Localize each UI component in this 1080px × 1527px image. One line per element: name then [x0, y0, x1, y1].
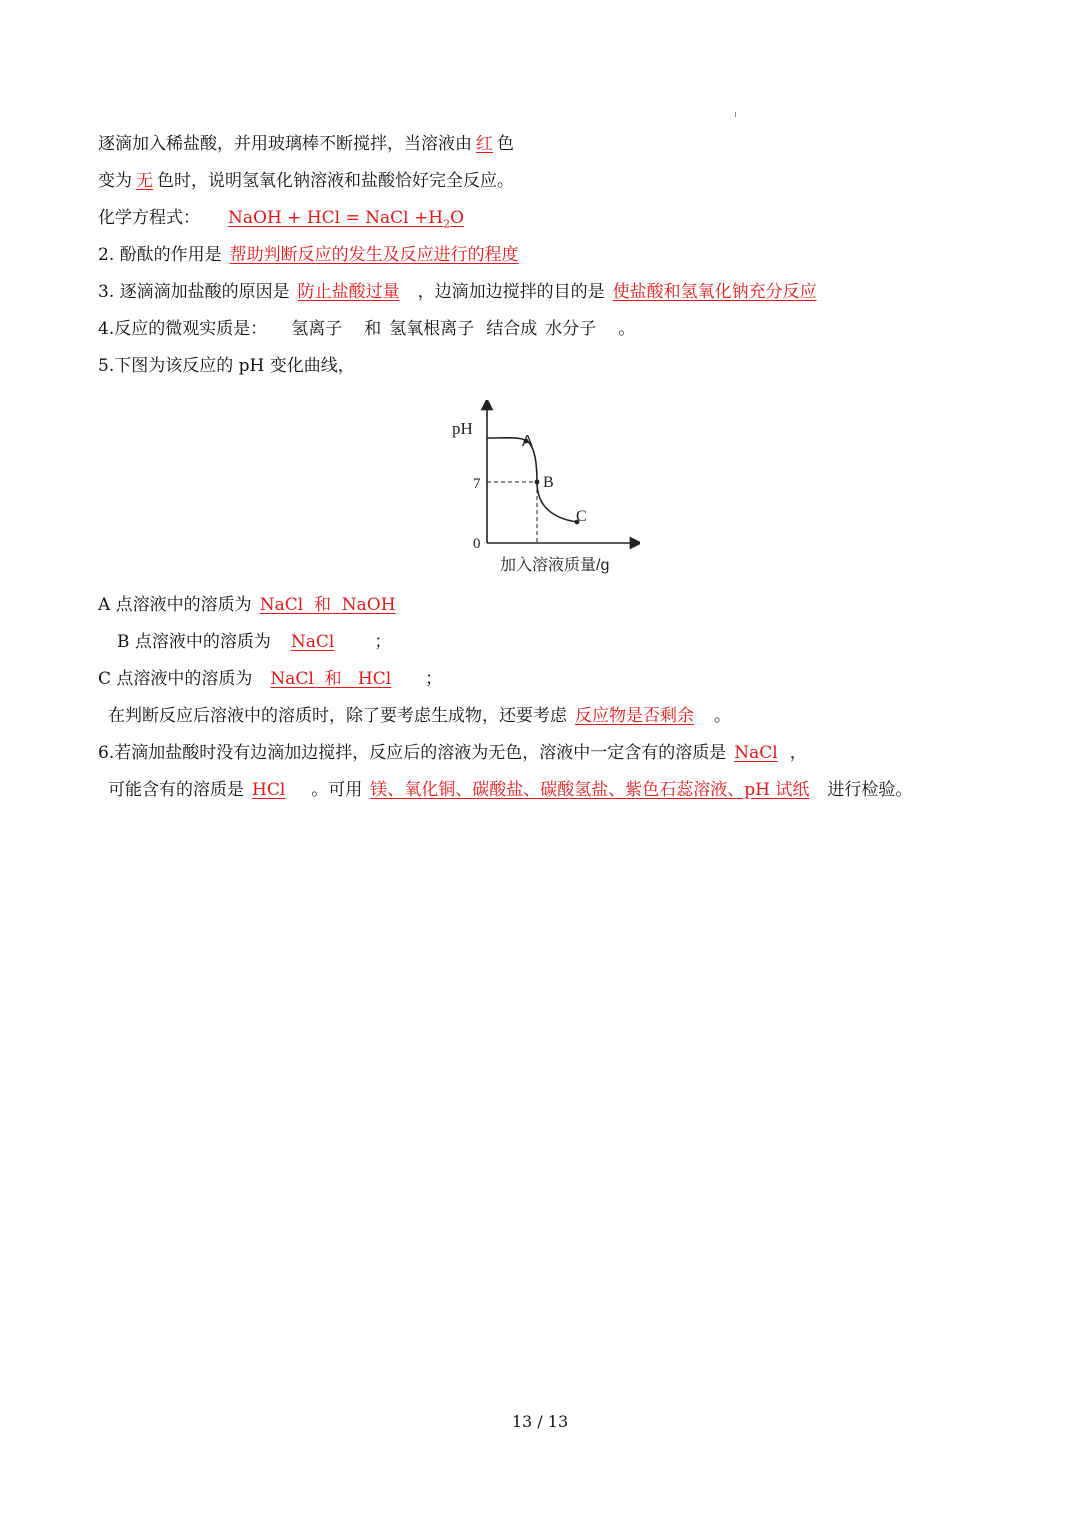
eq-end: O: [450, 208, 465, 228]
text: ；: [374, 632, 392, 652]
eq-sub: 2: [443, 217, 451, 231]
x-axis-label: 加入溶液质量/g: [500, 557, 610, 574]
text: 。: [618, 319, 636, 339]
text: 4.反应的微观实质是：: [98, 319, 268, 339]
text: ；: [425, 669, 443, 689]
text: 进行检验。: [827, 780, 913, 800]
text: 逐滴加入稀盐酸，并用玻璃棒不断搅拌，当溶液由: [98, 134, 472, 154]
text: A 点溶液中的溶质为: [98, 595, 252, 615]
point-label-c: C: [576, 508, 587, 525]
text: ，边滴加边搅拌的目的是: [417, 282, 605, 302]
line-dropwise: [98, 281, 843, 303]
answer-role: 帮助判断反应的发生及反应进行的程度: [229, 245, 519, 265]
point-label-b: B: [543, 474, 554, 491]
y-tick-7: 7: [473, 476, 481, 492]
line-graph-intro: [98, 355, 355, 377]
line-q6: [98, 742, 807, 764]
text: 6.若滴加盐酸时没有边滴加边搅拌，反应后的溶液为无色，溶液中一定含有的溶质是: [98, 743, 727, 763]
answer-point-c: NaCl 和 HCl: [270, 669, 392, 689]
text: 3. 逐滴滴加盐酸的原因是: [98, 282, 290, 302]
text: 水分子: [545, 319, 597, 339]
text: 氢离子: [291, 319, 343, 339]
text: 5.下图为该反应的 pH 变化曲线，: [98, 356, 355, 376]
text: 结合成: [486, 319, 538, 339]
text: 变为: [98, 171, 132, 191]
line-equation: [98, 207, 502, 235]
speck: [735, 112, 736, 117]
line-point-a: [98, 594, 414, 616]
text: 可能含有的溶质是: [108, 780, 244, 800]
line-q6-possible: [108, 779, 912, 801]
answer-purpose: 使盐酸和氢氧化钠充分反应: [612, 282, 817, 302]
line-judge: [108, 705, 731, 727]
answer-point-b: NaCl: [290, 632, 335, 652]
text: C 点溶液中的溶质为: [98, 669, 253, 689]
point-label-a: A: [522, 433, 533, 450]
line-phenolphthalein: [98, 244, 533, 266]
line-point-b: [117, 631, 391, 653]
text: 2. 酚酞的作用是: [98, 245, 222, 265]
answer-equation: [200, 208, 502, 231]
point-b: [535, 480, 540, 485]
text: 和: [364, 319, 382, 339]
page-number: 13 / 13: [511, 1412, 569, 1431]
answer-point-a: NaCl 和 NaOH: [259, 595, 396, 615]
origin-label: 0: [473, 536, 481, 552]
answer-red: 红: [476, 134, 493, 154]
ph-curve: [487, 438, 577, 522]
answer-colorless: 无: [136, 171, 153, 191]
text: 色: [497, 134, 514, 154]
eq-main: NaOH + HCl = NaCl +H: [228, 208, 444, 228]
line-micro: [98, 318, 635, 340]
text: 氢氧根离子: [389, 319, 475, 339]
answer-tests: 镁、氧化铜、碳酸盐、碳酸氢盐、紫色石蕊溶液、pH 试纸: [370, 780, 810, 800]
answer-reason: 防止盐酸过量: [297, 282, 400, 302]
text: ，: [789, 743, 807, 763]
text: 色时，说明氢氧化钠溶液和盐酸恰好完全反应。: [157, 171, 514, 191]
text: B 点溶液中的溶质为: [117, 632, 271, 652]
text: 。: [714, 706, 731, 726]
answer-remaining: 反应物是否剩余: [575, 706, 694, 726]
answer-definite: NaCl: [734, 743, 778, 763]
line-2: [98, 170, 514, 192]
line-point-c: [98, 668, 442, 690]
y-axis-label: pH: [452, 419, 473, 438]
text: 。可用: [311, 780, 363, 800]
line-1: [98, 133, 514, 155]
text: 化学方程式：: [98, 208, 200, 228]
text: 在判断反应后溶液中的溶质时，除了要考虑生成物，还要考虑: [108, 706, 567, 726]
answer-possible: HCl: [252, 780, 286, 800]
ph-curve-chart: [440, 400, 640, 580]
